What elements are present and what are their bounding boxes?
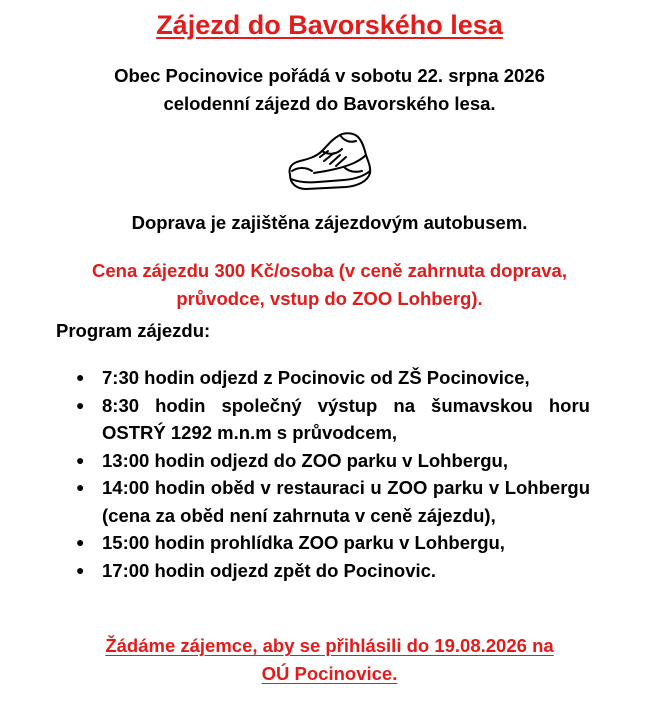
price-line-1: Cena zájezdu 300 Kč/osoba (v ceně zahrnuta doprava, <box>92 260 567 281</box>
list-item: ● 8:30 hodin společný výstup na šumavskou horu OSTRÝ 1292 m.n.m s průvodcem, <box>74 392 590 447</box>
price-text <box>0 257 659 313</box>
bullet-icon: ● <box>76 561 85 578</box>
page-title: Zájezd do Bavorského lesa <box>156 10 503 40</box>
list-item: ● 17:00 hodin odjezd zpět do Pocinovic. <box>74 557 590 585</box>
price-line-2: průvodce, vstup do ZOO Lohberg). <box>176 288 483 309</box>
bullet-icon: ● <box>76 451 85 468</box>
program-list <box>74 364 590 584</box>
registration-line-1: Žádáme zájemce, aby se přihlásili do 19.08.2026 na <box>105 635 554 656</box>
list-item: ● 7:30 hodin odjezd z Pocinovic od ZŠ Pocinovice, <box>74 364 590 392</box>
registration-note <box>0 632 659 688</box>
bullet-icon: ● <box>76 396 85 413</box>
intro-text <box>0 62 659 118</box>
list-item: ● 14:00 hodin oběd v restauraci u ZOO parku v Lohbergu (cena za oběd není zahrnuta v ceně zájezdu), <box>74 474 590 529</box>
bullet-icon: ● <box>76 479 85 495</box>
intro-line-1: Obec Pocinovice pořádá v sobotu 22. srpna 2026 <box>114 65 545 86</box>
intro-line-2: celodenní zájezd do Bavorského lesa. <box>163 93 496 114</box>
shoe-icon <box>284 127 374 197</box>
bullet-icon: ● <box>76 534 85 550</box>
list-item: ● 13:00 hodin odjezd do ZOO parku v Lohbergu, <box>74 447 590 475</box>
program-heading: Program zájezdu: <box>56 320 211 341</box>
bullet-icon: ● <box>76 369 85 385</box>
registration-line-2: OÚ Pocinovice. <box>261 663 398 684</box>
list-item: ● 15:00 hodin prohlídka ZOO parku v Lohbergu, <box>74 529 590 557</box>
transport-text: Doprava je zajištěna zájezdovým autobusem. <box>131 212 528 233</box>
